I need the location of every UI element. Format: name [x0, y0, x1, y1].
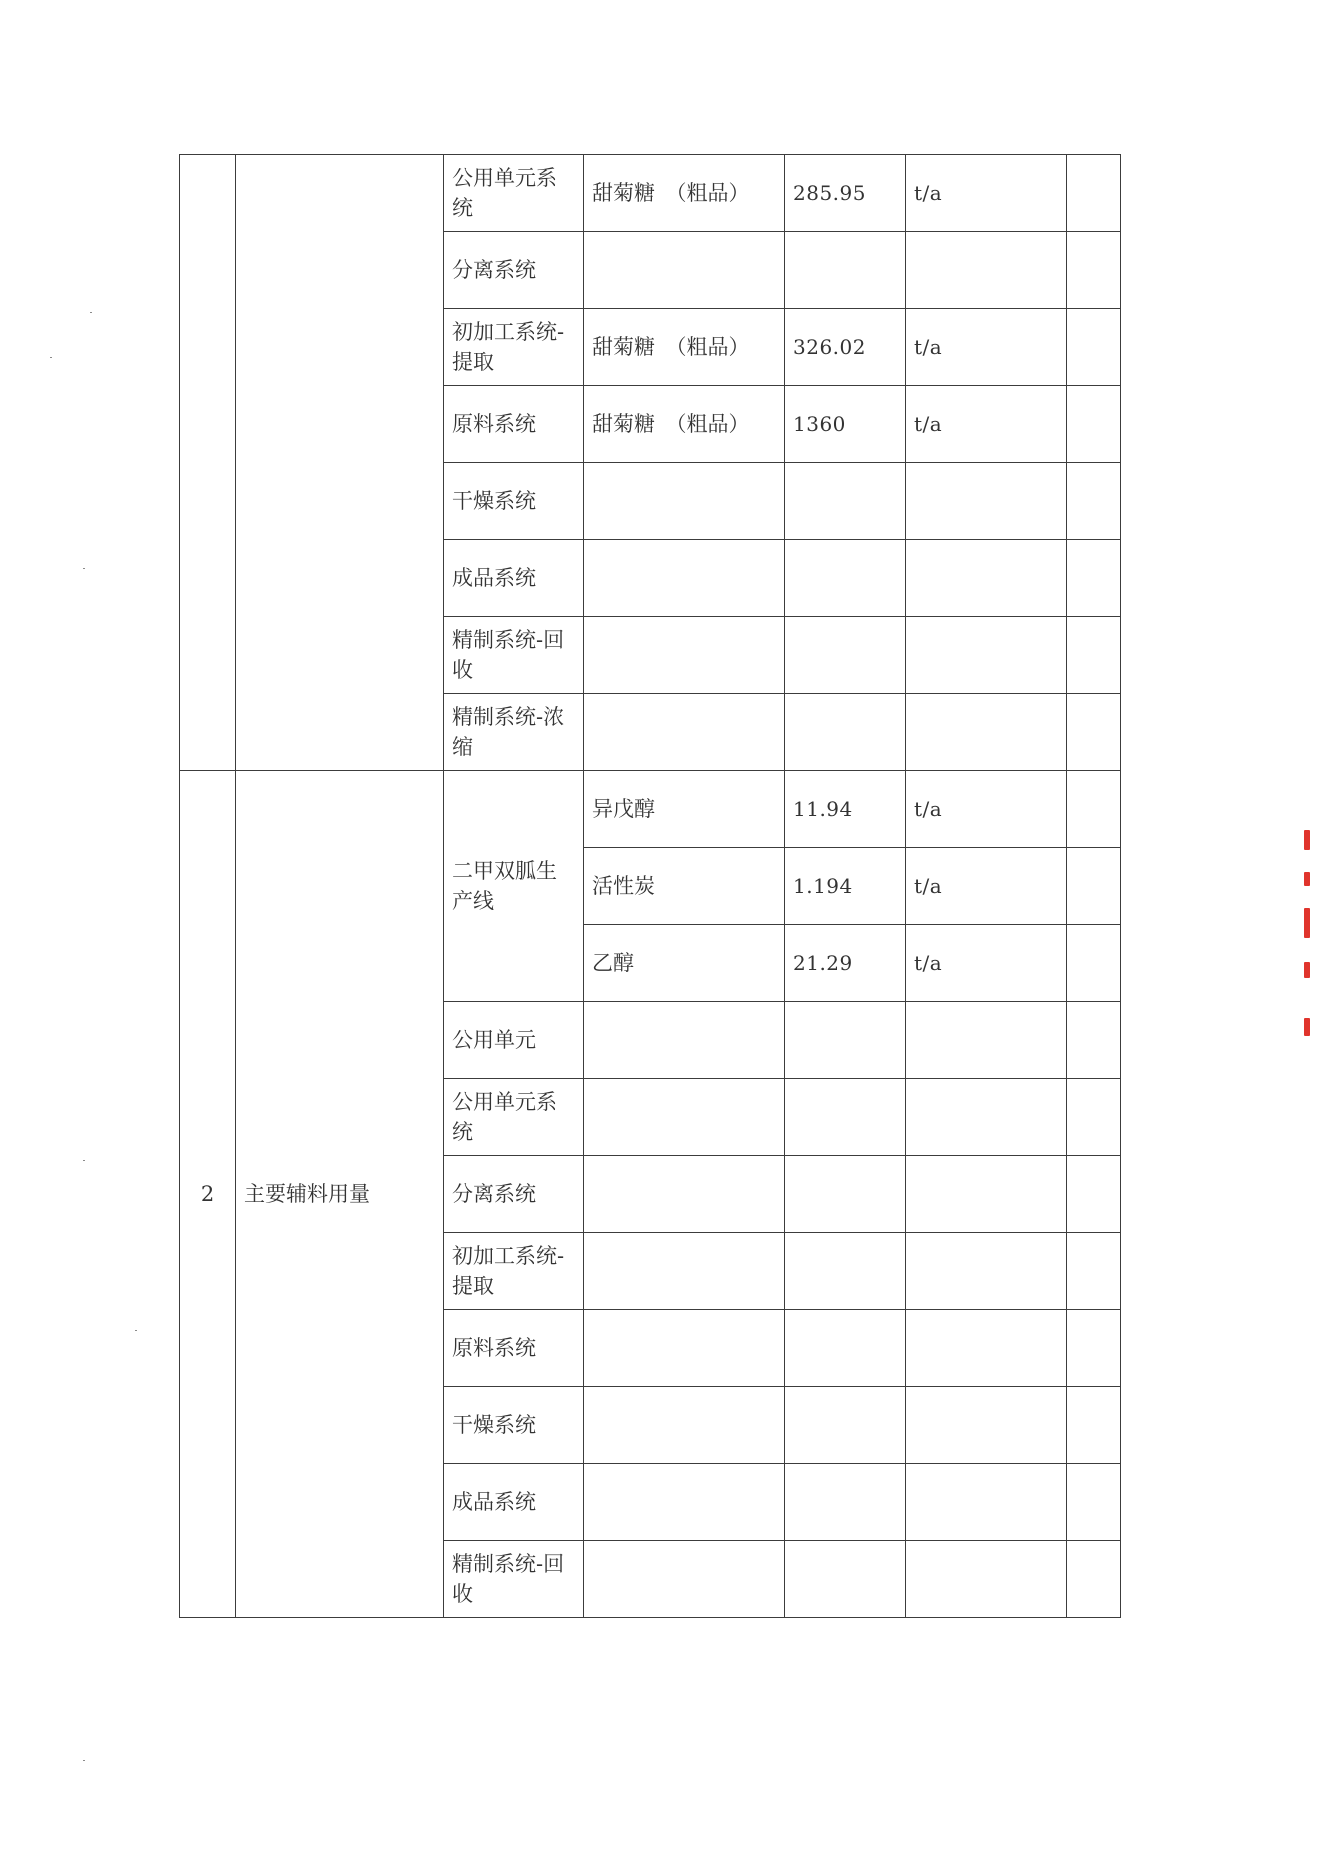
seal-stamp-edge: [1304, 830, 1318, 1040]
value-cell: [785, 1541, 906, 1618]
scan-speck: [83, 1760, 85, 1761]
system-cell: 公用单元: [444, 1002, 584, 1079]
value-cell: [785, 1233, 906, 1310]
note-cell: [1067, 1310, 1121, 1387]
note-cell: [1067, 694, 1121, 771]
value-cell: 285.95: [785, 155, 906, 232]
note-cell: [1067, 617, 1121, 694]
system-cell: 精制系统-回收: [444, 617, 584, 694]
unit-cell: [906, 1233, 1067, 1310]
scan-speck: [135, 1330, 137, 1331]
item-cell: [584, 1002, 785, 1079]
item-cell: 甜菊糖 （粗品）: [584, 309, 785, 386]
unit-cell: [906, 540, 1067, 617]
unit-cell: t/a: [906, 771, 1067, 848]
system-cell: 成品系统: [444, 540, 584, 617]
value-cell: [785, 617, 906, 694]
category-cell: 主要辅料用量: [236, 771, 444, 1618]
item-cell: 活性炭: [584, 848, 785, 925]
unit-cell: [906, 463, 1067, 540]
unit-cell: [906, 1464, 1067, 1541]
unit-cell: t/a: [906, 925, 1067, 1002]
row-number-cell: [180, 155, 236, 771]
note-cell: [1067, 155, 1121, 232]
item-cell: [584, 1541, 785, 1618]
category-cell: [236, 155, 444, 771]
note-cell: [1067, 1156, 1121, 1233]
item-cell: [584, 463, 785, 540]
item-cell: [584, 1079, 785, 1156]
item-cell: 甜菊糖 （粗品）: [584, 155, 785, 232]
value-cell: [785, 1387, 906, 1464]
unit-cell: [906, 1310, 1067, 1387]
item-cell: [584, 1464, 785, 1541]
system-cell: 原料系统: [444, 386, 584, 463]
note-cell: [1067, 232, 1121, 309]
note-cell: [1067, 386, 1121, 463]
item-cell: 甜菊糖 （粗品）: [584, 386, 785, 463]
unit-cell: t/a: [906, 848, 1067, 925]
value-cell: 21.29: [785, 925, 906, 1002]
note-cell: [1067, 925, 1121, 1002]
table-row: [180, 771, 1121, 848]
item-cell: [584, 540, 785, 617]
row-number-cell: 2: [180, 771, 236, 1618]
system-cell: 干燥系统: [444, 463, 584, 540]
system-cell: 精制系统-浓缩: [444, 694, 584, 771]
system-cell: 分离系统: [444, 232, 584, 309]
system-cell: 成品系统: [444, 1464, 584, 1541]
unit-cell: t/a: [906, 386, 1067, 463]
note-cell: [1067, 309, 1121, 386]
value-cell: 11.94: [785, 771, 906, 848]
value-cell: [785, 1079, 906, 1156]
note-cell: [1067, 1233, 1121, 1310]
item-cell: [584, 694, 785, 771]
system-cell: 分离系统: [444, 1156, 584, 1233]
note-cell: [1067, 848, 1121, 925]
value-cell: 1360: [785, 386, 906, 463]
item-cell: [584, 1310, 785, 1387]
scan-speck: [90, 312, 92, 313]
unit-cell: [906, 1541, 1067, 1618]
unit-cell: [906, 1002, 1067, 1079]
note-cell: [1067, 1387, 1121, 1464]
value-cell: 1.194: [785, 848, 906, 925]
value-cell: [785, 1156, 906, 1233]
item-cell: [584, 1233, 785, 1310]
system-cell: 干燥系统: [444, 1387, 584, 1464]
unit-cell: t/a: [906, 309, 1067, 386]
note-cell: [1067, 463, 1121, 540]
system-cell: 初加工系统-提取: [444, 1233, 584, 1310]
item-cell: 异戊醇: [584, 771, 785, 848]
item-cell: 乙醇: [584, 925, 785, 1002]
unit-cell: t/a: [906, 155, 1067, 232]
scan-speck: [83, 1160, 85, 1161]
unit-cell: [906, 1156, 1067, 1233]
system-cell: 公用单元系统: [444, 1079, 584, 1156]
table-row: [180, 155, 1121, 232]
item-cell: [584, 617, 785, 694]
note-cell: [1067, 1541, 1121, 1618]
system-cell: 二甲双胍生产线: [444, 771, 584, 1002]
value-cell: [785, 694, 906, 771]
value-cell: [785, 1002, 906, 1079]
note-cell: [1067, 1002, 1121, 1079]
unit-cell: [906, 1079, 1067, 1156]
item-cell: [584, 232, 785, 309]
unit-cell: [906, 694, 1067, 771]
system-cell: 初加工系统-提取: [444, 309, 584, 386]
system-cell: 原料系统: [444, 1310, 584, 1387]
system-cell: 精制系统-回收: [444, 1541, 584, 1618]
materials-table: [179, 154, 1121, 1618]
scan-speck: [50, 357, 52, 358]
value-cell: [785, 540, 906, 617]
note-cell: [1067, 1079, 1121, 1156]
scan-speck: [83, 568, 85, 569]
value-cell: [785, 463, 906, 540]
note-cell: [1067, 1464, 1121, 1541]
value-cell: [785, 1310, 906, 1387]
value-cell: [785, 1464, 906, 1541]
note-cell: [1067, 540, 1121, 617]
value-cell: [785, 232, 906, 309]
item-cell: [584, 1387, 785, 1464]
item-cell: [584, 1156, 785, 1233]
unit-cell: [906, 1387, 1067, 1464]
unit-cell: [906, 617, 1067, 694]
note-cell: [1067, 771, 1121, 848]
unit-cell: [906, 232, 1067, 309]
value-cell: 326.02: [785, 309, 906, 386]
system-cell: 公用单元系统: [444, 155, 584, 232]
